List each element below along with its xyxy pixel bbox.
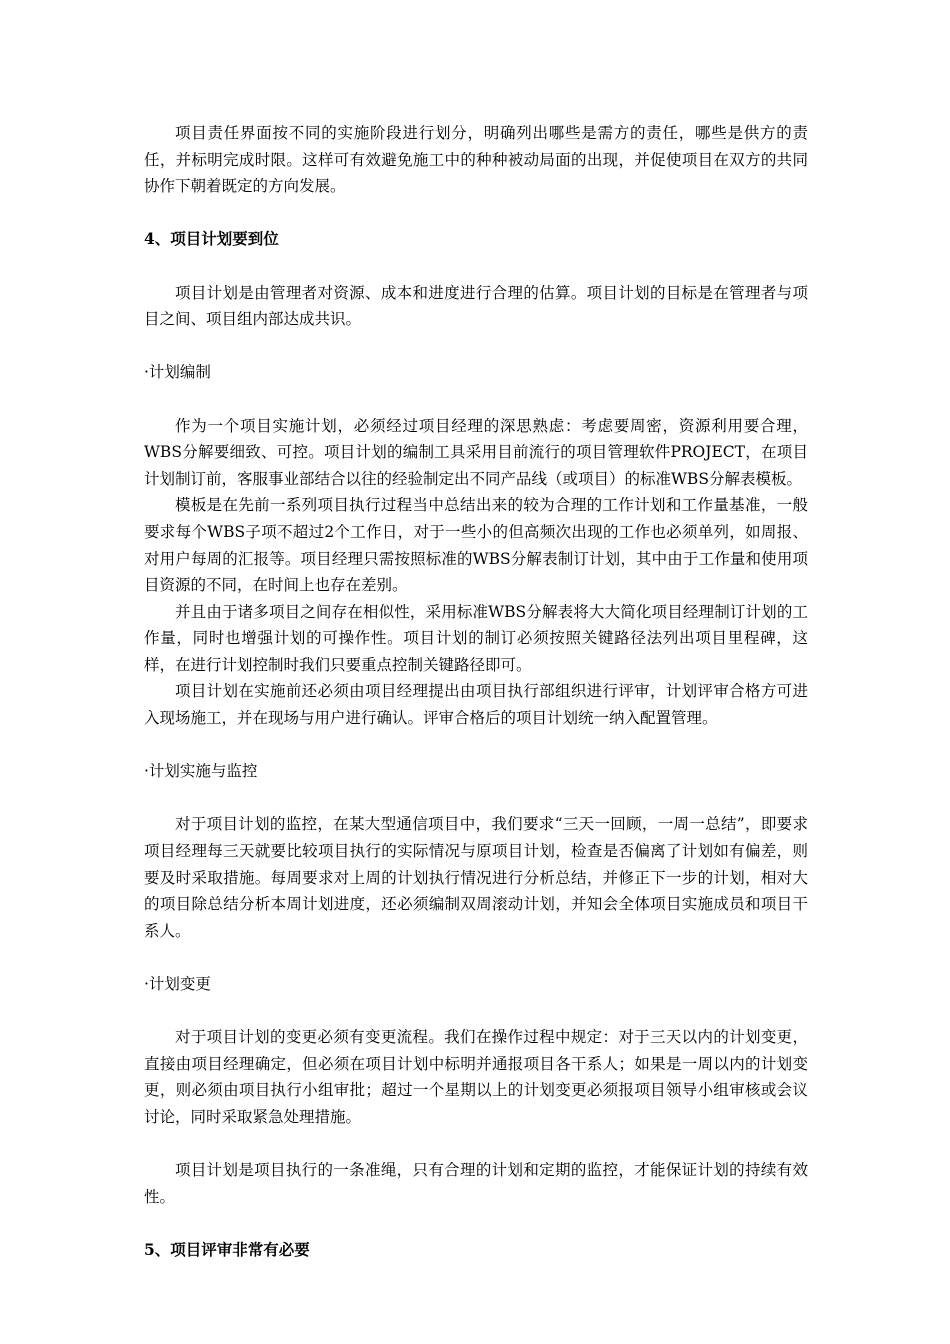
spacer <box>144 1131 808 1158</box>
paragraph-similarity: 并且由于诸多项目之间存在相似性，采用标准WBS分解表将大大简化项目经理制订计划的工作量，同时也增强计划的可操作性。项目计划的制订必须按照关键路径法列出项目里程碑，这样，在进行计划控制时我们只要重点控制关键路径即可。 <box>144 602 808 674</box>
section-heading-5: 5、项目评审非常有必要 <box>144 1239 310 1259</box>
spacer <box>144 732 808 759</box>
spacer <box>144 998 808 1025</box>
paragraph-plan-monitoring: 对于项目计划的监控，在某大型通信项目中，我们要求“三天一回顾，一周一总结”，即要求项目经理每三天就要比较项目执行的实际情况与原项目计划，检查是否偏离了计划如有偏差，则要及时采取措施。每周要求对上周的计划执行情况进行分析总结，并修正下一步的计划，相对大的项目除总结分析本周计划进度，还必须编制双周滚动计划，并知会全体项目实施成员和项目干系人。 <box>144 815 808 940</box>
paragraph-responsibility-interface: 项目责任界面按不同的实施阶段进行划分，明确列出哪些是需方的责任，哪些是供方的责任，并标明完成时限。这样可有效避免施工中的种种被动局面的出现，并促使项目在双方的共同协作下朝着既定的方向发展。 <box>144 124 808 196</box>
spacer <box>144 944 808 971</box>
section-heading-4: 4、项目计划要到位 <box>144 229 279 249</box>
subheading-plan-change: ·计划变更 <box>144 975 211 993</box>
paragraph-review: 项目计划在实施前还必须由项目经理提出由项目执行部组织进行评审，计划评审合格方可进入现场施工，并在现场与用户进行确认。评审合格后的项目计划统一纳入配置管理。 <box>144 682 808 728</box>
paragraph-plan-conclusion: 项目计划是项目执行的一条准绳，只有合理的计划和定期的监控，才能保证计划的持续有效性。 <box>144 1161 808 1206</box>
spacer <box>144 785 808 812</box>
spacer <box>144 253 808 280</box>
paragraph-plan-definition: 项目计划是由管理者对资源、成本和进度进行合理的估算。项目计划的目标是在管理者与项目之间、项目组内部达成共识。 <box>144 283 808 329</box>
spacer <box>144 333 808 360</box>
spacer <box>144 386 808 413</box>
spacer <box>144 200 808 227</box>
paragraph-template: 模板是在先前一系列项目执行过程当中总结出来的较为合理的工作计划和工作量基准，一般要求每个WBS子项不超过2个工作日，对于一些小的但高频次出现的工作也必须单列，如周报、对用户每周的汇报等。项目经理只需按照标准的WBS分解表制订计划，其中由于工作量和使用项目资源的不同，在时间上也存在差别。 <box>144 496 808 595</box>
subheading-plan-monitoring: ·计划实施与监控 <box>144 762 258 781</box>
document-body <box>144 120 808 1264</box>
spacer <box>144 1210 808 1237</box>
subheading-plan-preparation: ·计划编制 <box>144 363 211 382</box>
paragraph-plan-preparation: 作为一个项目实施计划，必须经过项目经理的深思熟虑：考虑要周密，资源利用要合理，WBS分解要细致、可控。项目计划的编制工具采用目前流行的项目管理软件PROJECT，在项目计划制订前，客服事业部结合以往的经验制定出不同产品线（或项目）的标准WBS分解表模板。 <box>144 416 808 488</box>
paragraph-plan-change: 对于项目计划的变更必须有变更流程。我们在操作过程中规定：对于三天以内的计划变更，直接由项目经理确定，但必须在项目计划中标明并通报项目各干系人；如果是一周以内的计划变更，则必须由项目执行小组审批；超过一个星期以上的计划变更必须报项目领导小组审核或会议讨论，同时采取紧急处理措施。 <box>144 1028 808 1126</box>
